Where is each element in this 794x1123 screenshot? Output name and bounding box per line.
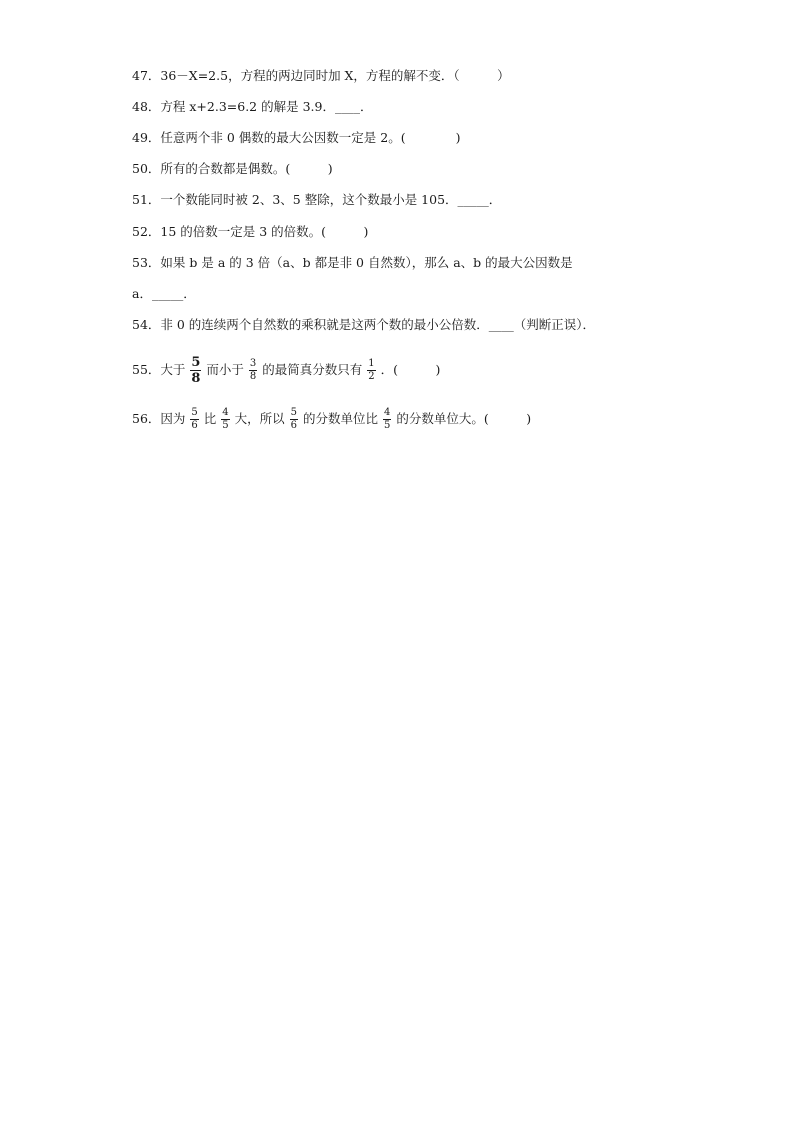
question-53-line2: a．_____． [132, 286, 196, 301]
question-51: 51．一个数能同时被 2、3、5 整除，这个数最小是 105．_____． [132, 192, 502, 207]
question-55 [132, 356, 440, 385]
fraction-5-6: $\frac{5}{6}$ [191, 407, 198, 431]
question-50: 50．所有的合数都是偶数。( ) [132, 161, 333, 176]
q55-mid2: 的最简真分数只有 [262, 362, 363, 377]
fraction-4-5: $\frac{4}{5}$ [222, 407, 229, 431]
q56-prefix: 56．因为 [132, 411, 186, 426]
question-49: 49．任意两个非 0 偶数的最大公因数一定是 2。( ) [132, 130, 461, 145]
q55-suffix: ．( ) [380, 362, 441, 377]
q56-t2: 大，所以 [234, 411, 285, 426]
q55-mid: 而小于 [206, 362, 244, 377]
question-52: 52．15 的倍数一定是 3 的倍数。( ) [132, 224, 369, 239]
q56-suffix: 的分数单位大。( ) [396, 411, 532, 426]
question-53-line1: 53．如果 b 是 a 的 3 倍（a、b 都是非 0 自然数），那么 a、b 的最大公因数是 [132, 255, 573, 270]
q56-t1: 比 [203, 411, 217, 426]
fraction-5-6-b: $\frac{5}{6}$ [290, 407, 297, 431]
question-54: 54．非 0 的连续两个自然数的乘积就是这两个数的最小公倍数．____（判断正误）． [132, 317, 596, 332]
fraction-4-5-b: $\frac{4}{5}$ [383, 407, 391, 431]
q55-prefix: 55．大于 [132, 362, 186, 377]
question-48: 48．方程 x+2.3=6.2 的解是 3.9．____． [132, 99, 373, 114]
fraction-1-2: $\frac{1}{2}$ [368, 358, 375, 382]
fraction-5-8: $\frac{5}{8}$ [191, 355, 201, 386]
fraction-3-8: $\frac{3}{8}$ [249, 358, 257, 382]
q56-t3: 的分数单位比 [302, 411, 378, 426]
question-56 [132, 408, 531, 431]
question-47: 47．36－X=2.5，方程的两边同时加 X，方程的解不变．（ ） [132, 68, 510, 83]
